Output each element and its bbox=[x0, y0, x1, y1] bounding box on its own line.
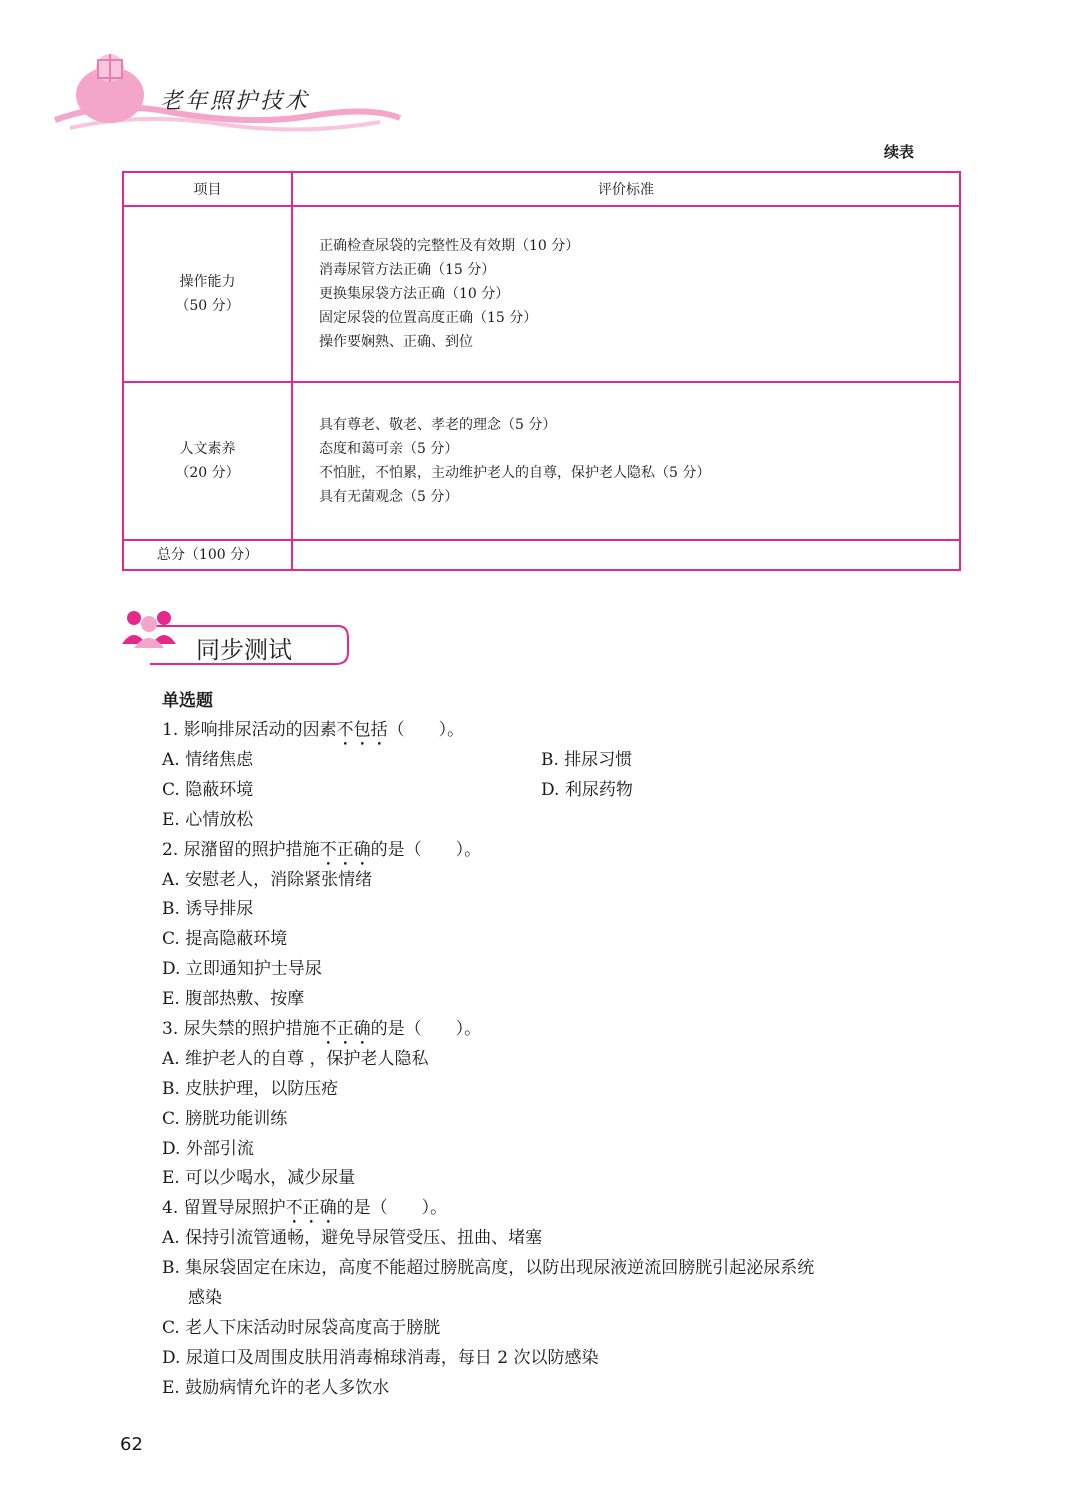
answer-option: B. 集尿袋固定在床边，高度不能超过膀胱高度，以防出现尿液逆流回膀胱引起泌尿系统 bbox=[162, 1258, 815, 1278]
criteria-line: 消毒尿管方法正确（15 分） bbox=[319, 262, 496, 278]
stem-text: 4. 留置导尿照护 bbox=[162, 1198, 286, 1218]
answer-option: A. 保持引流管通畅，避免导尿管受压、扭曲、堵塞 bbox=[162, 1228, 543, 1248]
people-icon bbox=[122, 611, 176, 648]
answer-option: C. 提高隐蔽环境 bbox=[162, 929, 288, 949]
table-header-row bbox=[123, 172, 960, 206]
criteria-line: 具有尊老、敬老、孝老的理念（5 分） bbox=[319, 417, 557, 433]
stem-text: 的是（ ）。 bbox=[336, 1198, 448, 1218]
answer-option: E. 心情放松 bbox=[162, 810, 254, 830]
question-stem bbox=[162, 1197, 447, 1228]
col-header-item: 项目 bbox=[123, 172, 292, 206]
item-name: 操作能力 bbox=[179, 274, 236, 290]
criteria-line: 具有无菌观念（5 分） bbox=[319, 489, 459, 505]
answer-option: D. 利尿药物 bbox=[541, 780, 633, 800]
item-score: （20 分） bbox=[175, 465, 240, 481]
question-stem bbox=[162, 719, 464, 750]
answer-option: D. 立即通知护士导尿 bbox=[162, 959, 322, 979]
evaluation-table bbox=[122, 171, 961, 571]
item-cell bbox=[123, 206, 292, 382]
table-row bbox=[123, 382, 960, 540]
criteria-line: 更换集尿袋方法正确（10 分） bbox=[319, 286, 510, 302]
stem-emphasis: 不正确 bbox=[285, 1198, 337, 1218]
answer-option: A. 安慰老人，消除紧张情绪 bbox=[162, 870, 373, 890]
stem-emphasis: 不包括 bbox=[336, 720, 388, 740]
item-name: 人文素养 bbox=[179, 441, 236, 457]
answer-option: D. 尿道口及周围皮肤用消毒棉球消毒，每日 2 次以防感染 bbox=[162, 1348, 599, 1368]
page-number: 62 bbox=[120, 1434, 143, 1455]
col-header-criteria: 评价标准 bbox=[292, 172, 960, 206]
stem-text: 的是（ ）。 bbox=[370, 1019, 482, 1039]
total-value-cell bbox=[292, 540, 960, 570]
item-score: （50 分） bbox=[175, 298, 240, 314]
question-type-heading: 单选题 bbox=[162, 691, 213, 711]
section-title: 同步测试 bbox=[196, 636, 292, 664]
book-title: 老年照护技术 bbox=[160, 89, 311, 114]
stem-text: 3. 尿失禁的照护措施 bbox=[162, 1019, 320, 1039]
criteria-line: 态度和蔼可亲（5 分） bbox=[319, 441, 459, 457]
stem-text: 2. 尿潴留的照护措施 bbox=[162, 840, 320, 860]
stem-text: （ ）。 bbox=[387, 720, 465, 740]
stem-emphasis: 不正确 bbox=[319, 840, 371, 860]
criteria-line: 固定尿袋的位置高度正确（15 分） bbox=[319, 310, 538, 326]
answer-option: E. 腹部热敷、按摩 bbox=[162, 989, 305, 1009]
answer-option: A. 维护老人的自尊 ，保护老人隐私 bbox=[162, 1049, 429, 1069]
answer-option-continuation: 感染 bbox=[188, 1288, 222, 1308]
answer-option: E. 可以少喝水，减少尿量 bbox=[162, 1168, 356, 1188]
answer-option: B. 排尿习惯 bbox=[541, 750, 633, 770]
stem-text: 1. 影响排尿活动的因素 bbox=[162, 720, 337, 740]
stem-text: 的是（ ）。 bbox=[370, 840, 482, 860]
answer-option: C. 老人下床活动时尿袋高度高于膀胱 bbox=[162, 1318, 441, 1338]
criteria-cell bbox=[292, 206, 960, 382]
criteria-line: 正确检查尿袋的完整性及有效期（10 分） bbox=[319, 238, 580, 254]
answer-option: D. 外部引流 bbox=[162, 1139, 254, 1159]
total-label: 总分（100 分） bbox=[123, 540, 292, 570]
question-stem bbox=[162, 839, 481, 870]
table-row bbox=[123, 206, 960, 382]
answer-option: B. 诱导排尿 bbox=[162, 899, 254, 919]
item-cell bbox=[123, 382, 292, 540]
criteria-cell bbox=[292, 382, 960, 540]
stem-emphasis: 不正确 bbox=[319, 1019, 371, 1039]
answer-option: C. 膀胱功能训练 bbox=[162, 1109, 288, 1129]
answer-option: E. 鼓励病情允许的老人多饮水 bbox=[162, 1378, 390, 1398]
criteria-line: 不怕脏，不怕累，主动维护老人的自尊，保护老人隐私（5 分） bbox=[319, 465, 711, 481]
table-continued-label: 续表 bbox=[884, 143, 915, 161]
answer-option: A. 情绪焦虑 bbox=[162, 750, 254, 770]
answer-option: C. 隐蔽环境 bbox=[162, 780, 254, 800]
table-row-total bbox=[123, 540, 960, 570]
question-stem bbox=[162, 1018, 481, 1049]
answer-option: B. 皮肤护理，以防压疮 bbox=[162, 1079, 339, 1099]
criteria-line: 操作要娴熟、正确、到位 bbox=[319, 334, 473, 350]
